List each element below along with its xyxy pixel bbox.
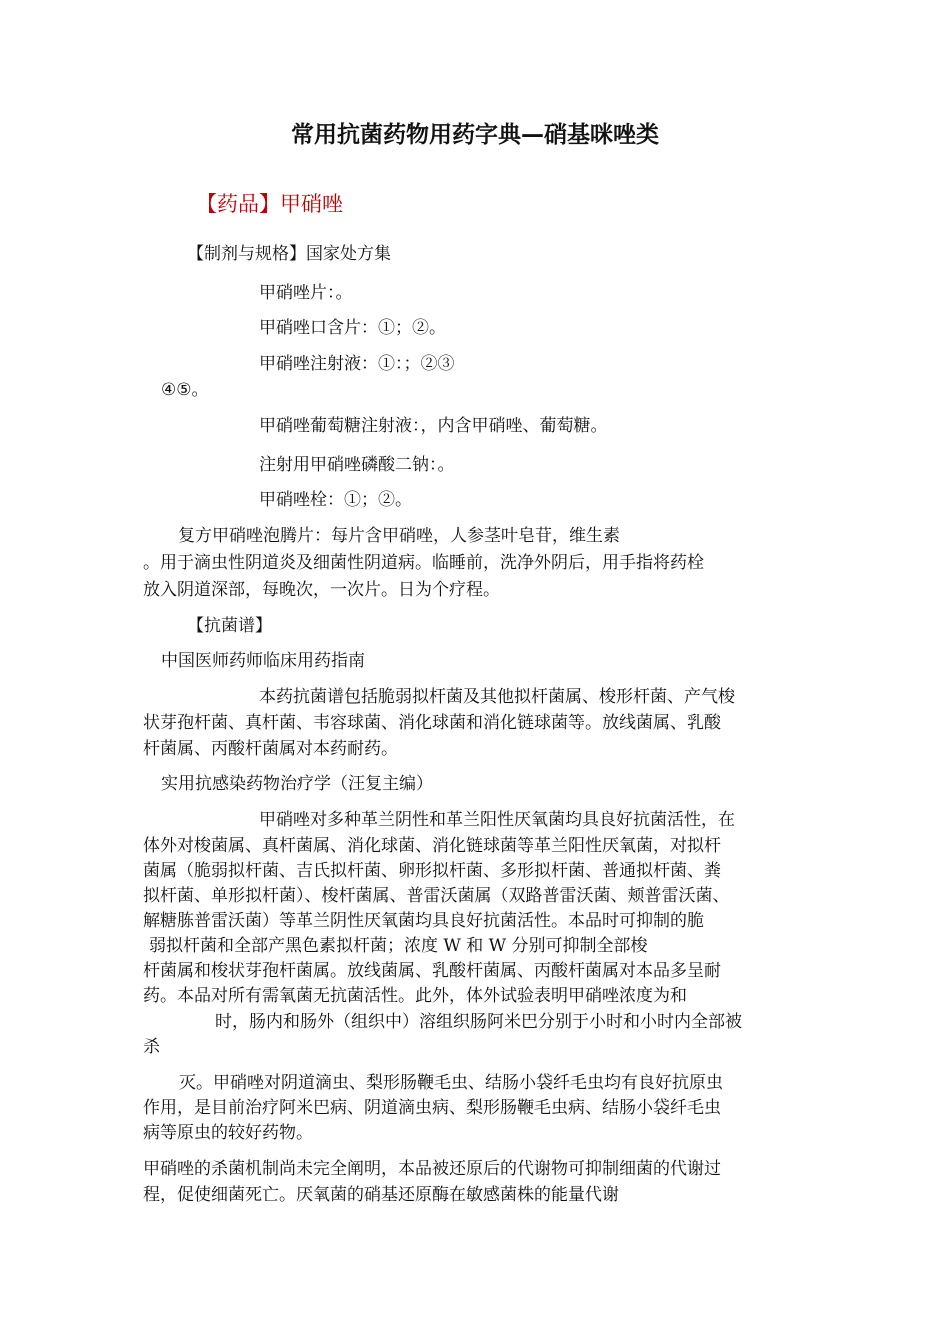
prep-line: 注射用甲硝唑磷酸二钠：。	[259, 455, 455, 475]
paragraph-line: 甲硝唑对多种革兰阴性和革兰阳性厌氧菌均具良好抗菌活性，在	[259, 810, 735, 830]
source-line: 中国医师药师临床用药指南	[161, 651, 365, 671]
paragraph-line: 拟杆菌、单形拟杆菌）、梭杆菌属、普雷沃菌属（双路普雷沃菌、颊普雷沃菌、	[143, 886, 730, 906]
paragraph-line: 解糖胨普雷沃菌）等革兰阴性厌氧菌均具良好抗菌活性。本品时可抑制的脆	[143, 911, 704, 931]
paragraph-line: 病等原虫的较好药物。	[143, 1123, 313, 1143]
paragraph-line: 状芽孢杆菌、真杆菌、韦容球菌、消化球菌和消化链球菌等。放线菌属、乳酸	[143, 713, 721, 733]
paragraph-line: 菌属（脆弱拟杆菌、吉氏拟杆菌、卵形拟杆菌、多形拟杆菌、普通拟杆菌、粪	[143, 861, 721, 881]
prep-line: 甲硝唑口含片：①；②。	[259, 318, 446, 338]
paragraph-line: 本药抗菌谱包括脆弱拟杆菌及其他拟杆菌属、梭形杆菌、产气梭	[259, 687, 735, 707]
compound-line: 放入阴道深部，每晚次，一次片。日为个疗程。	[143, 580, 500, 600]
paragraph-line: 灭。甲硝唑对阴道滴虫、梨形肠鞭毛虫、结肠小袋纤毛虫均有良好抗原虫	[179, 1073, 723, 1093]
paragraph-line: 程，促使细菌死亡。厌氧菌的硝基还原酶在敏感菌株的能量代谢	[143, 1185, 619, 1205]
prep-line: 甲硝唑片：。	[259, 283, 353, 303]
compound-line: 复方甲硝唑泡腾片：每片含甲硝唑，人参茎叶皂苷，维生素	[178, 526, 620, 546]
paragraph-line: 杆菌属和梭状芽孢杆菌属。放线菌属、乳酸杆菌属、丙酸杆菌属对本品多呈耐	[143, 961, 721, 981]
prep-line: ④⑤。	[161, 380, 209, 400]
paragraph-line: 体外对梭菌属、真杆菌属、消化球菌、消化链球菌等革兰阳性厌氧菌，对拟杆	[143, 836, 721, 856]
compound-line: 。用于滴虫性阴道炎及细菌性阴道病。临睡前，洗净外阴后，用手指将药栓	[143, 553, 704, 573]
paragraph-line: 杆菌属、丙酸杆菌属对本药耐药。	[143, 739, 398, 759]
drug-heading: 【药品】甲硝唑	[196, 192, 343, 216]
spectrum-heading: 【抗菌谱】	[187, 616, 272, 636]
paragraph-line: 杀	[143, 1037, 160, 1057]
prep-line: 甲硝唑栓：①；②。	[259, 490, 412, 510]
prep-line: 甲硝唑注射液：①：；②③	[259, 354, 455, 374]
paragraph-line: 甲硝唑的杀菌机制尚未完全阐明，本品被还原后的代谢物可抑制细菌的代谢过	[143, 1159, 721, 1179]
paragraph-line: 弱拟杆菌和全部产黑色素拟杆菌；浓度 W 和 W 分别可抑制全部梭	[149, 936, 648, 956]
page-title: 常用抗菌药物用药字典—硝基咪唑类	[291, 122, 659, 148]
source-line: 实用抗感染药物治疗学（汪复主编）	[161, 774, 433, 794]
prep-heading: 【制剂与规格】国家处方集	[187, 244, 391, 264]
paragraph-line: 时，肠内和肠外（组织中）溶组织肠阿米巴分别于小时和小时内全部被	[215, 1012, 742, 1032]
paragraph-line: 药。本品对所有需氧菌无抗菌活性。此外，体外试验表明甲硝唑浓度为和	[143, 986, 687, 1006]
paragraph-line: 作用，是目前治疗阿米巴病、阴道滴虫病、梨形肠鞭毛虫病、结肠小袋纤毛虫	[143, 1098, 721, 1118]
prep-line: 甲硝唑葡萄糖注射液：，内含甲硝唑、葡萄糖。	[259, 416, 608, 436]
